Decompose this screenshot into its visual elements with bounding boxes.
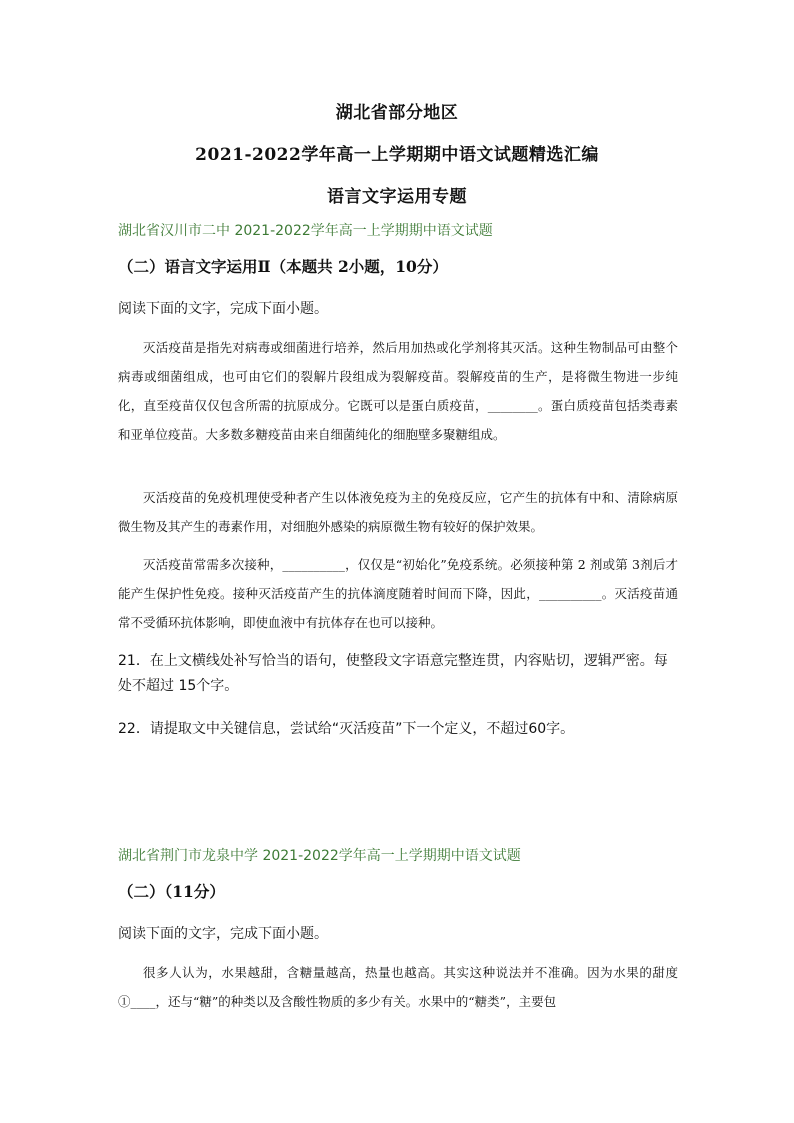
- doc-title-topic: 语言文字运用专题: [327, 187, 467, 207]
- question-21: 21．在上文横线处补写恰当的语句，使整段文字语意完整连贯，内容贴切，逻辑严密。每处不超过 15个字。: [118, 653, 668, 694]
- section1-heading: （二）语言文字运用Ⅱ（本题共 2小题，10分）: [118, 257, 448, 276]
- passage1-paragraph-2: 灭活疫苗的免疫机理使受种者产生以体液免疫为主的免疫反应，它产生的抗体有中和、清除病原微生物及其产生的毒素作用，对细胞外感染的病原微生物有较好的保护效果。: [118, 490, 678, 534]
- question-22: 22．请提取文中关键信息，尝试给“灭活疫苗”下一个定义，不超过60字。: [118, 721, 575, 737]
- section1-instruction: 阅读下面的文字，完成下面小题。: [118, 301, 328, 317]
- passage1-paragraph-3: 灭活疫苗常需多次接种，__________，仅仅是“初始化”免疫系统。必须接种第 2 剂或第 3剂后才能产生保护性免疫。接种灭活疫苗产生的抗体滴度随着时间而下降，因此，__________。灭活疫苗通常不受循环抗体影响，即使血液中有抗体存在也可以接种。: [118, 557, 678, 630]
- passage2-paragraph-1: 很多人认为，水果越甜，含糖量越高，热量也越高。其实这种说法并不准确。因为水果的甜度①____，还与“糖”的种类以及含酸性物质的多少有关。水果中的“糖类”，主要包: [118, 965, 678, 1009]
- doc-title-region: 湖北省部分地区: [335, 103, 459, 123]
- doc-title-main: 2021-2022学年高一上学期期中语文试题精选汇编: [195, 145, 599, 165]
- section2-instruction: 阅读下面的文字，完成下面小题。: [118, 926, 328, 942]
- section1-source: 湖北省汉川市二中 2021-2022学年高一上学期期中语文试题: [118, 223, 493, 239]
- section2-source: 湖北省荆门市龙泉中学 2021-2022学年高一上学期期中语文试题: [118, 848, 521, 864]
- passage1-paragraph-1: 灭活疫苗是指先对病毒或细菌进行培养，然后用加热或化学剂将其灭活。这种生物制品可由整个病毒或细菌组成，也可由它们的裂解片段组成为裂解疫苗。裂解疫苗的生产，是将微生物进一步纯化，直至疫苗仅仅包含所需的抗原成分。它既可以是蛋白质疫苗，________。蛋白质疫苗包括类毒素和亚单位疫苗。大多数多糖疫苗由来自细菌纯化的细胞壁多聚糖组成。: [118, 340, 678, 442]
- section2-heading: （二）（11分）: [118, 882, 225, 901]
